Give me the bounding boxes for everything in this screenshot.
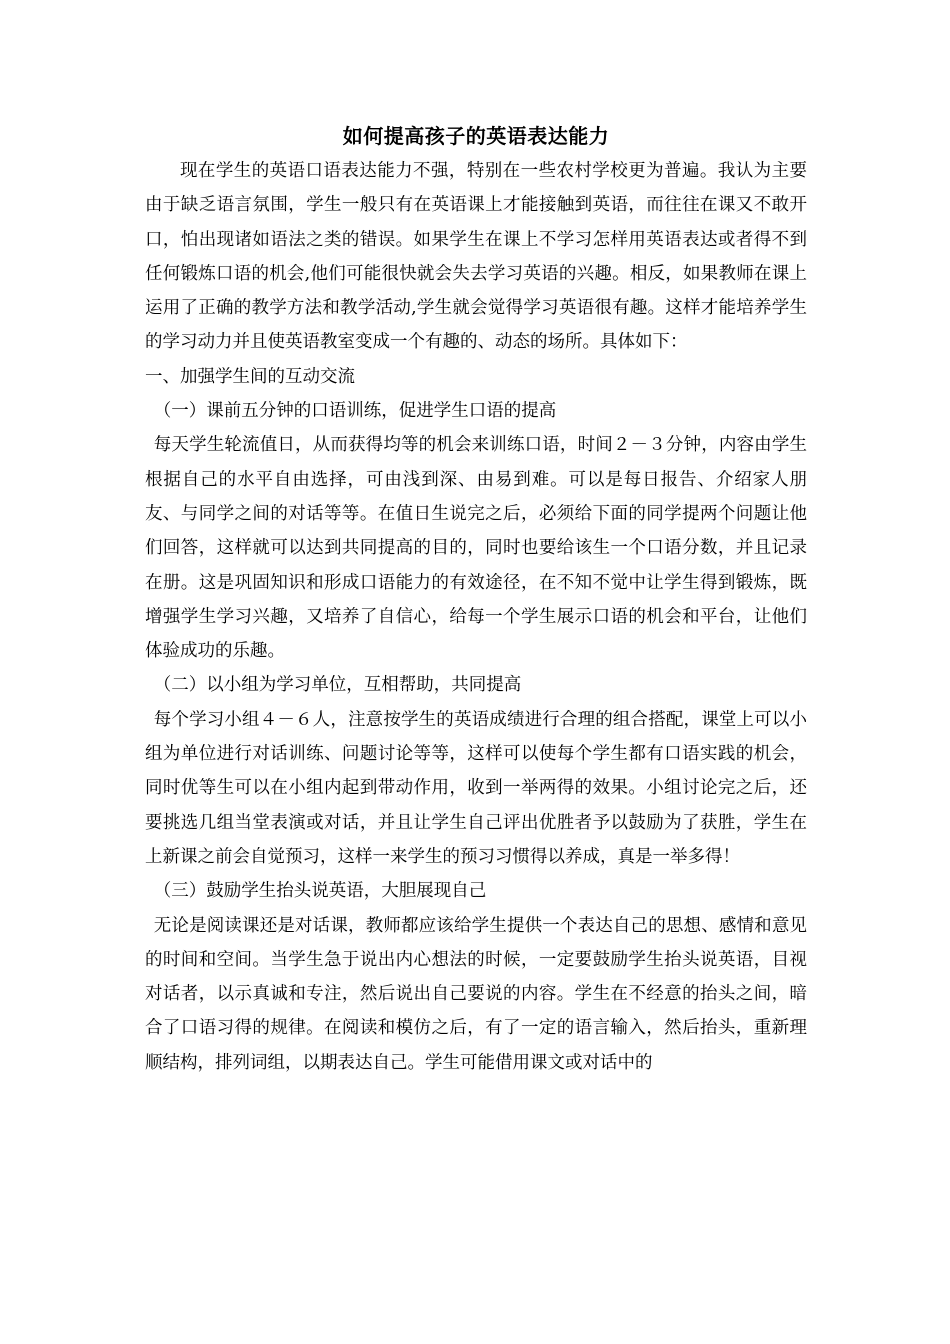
subsection-body-1: 每天学生轮流值日，从而获得均等的机会来训练口语，时间２－３分钟，内容由学生根据自己的水平自由选择，可由浅到深、由易到难。可以是每日报告、介绍家人朋友、与同学之间的对话等等。在值日生说完之后，必须给下面的同学提两个问题让他们回答，这样就可以达到共同提高的目的，同时也要给该生一个口语分数，并且记录在册。这是巩固知识和形成口语能力的有效途径，在不知不觉中让学生得到锻炼，既增强学生学习兴趣，又培养了自信心，给每一个学生展示口语的机会和平台，让他们体验成功的乐趣。 [145, 435, 807, 662]
subsection-body-3: 无论是阅读课还是对话课，教师都应该给学生提供一个表达自己的思想、感情和意见的时间和空间。当学生急于说出内心想法的时候，一定要鼓励学生抬头说英语，目视对话者，以示真诚和专注，然后说出自己要说的内容。学生在不经意的抬头之间，暗合了口语习得的规律。在阅读和模仿之后，有了一定的语言输入，然后抬头，重新理顺结构，排列词组，以期表达自己。学生可能借用课文或对话中的 [145, 915, 807, 1073]
subsection-heading-3: （三）鼓励学生抬头说英语，大胆展现自己 [153, 881, 487, 902]
section-heading-1: 一、加强学生间的互动交流 [145, 366, 355, 387]
document-title: 如何提高孩子的英语表达能力 [342, 124, 610, 148]
document-body [145, 118, 807, 1080]
intro-paragraph: 现在学生的英语口语表达能力不强，特别在一些农村学校更为普遍。我认为主要由于缺乏语言氛围，学生一般只有在英语课上才能接触到英语，而往往在课又不敢开口，怕出现诸如语法之类的错误。如果学生在课上不学习怎样用英语表达或者得不到任何锻炼口语的机会,他们可能很快就会失去学习英语的兴趣。相反，如果教师在课上运用了正确的教学方法和教学活动,学生就会觉得学习英语很有趣。这样才能培养学生的学习动力并且使英语教室变成一个有趣的、动态的场所。具体如下： [145, 161, 807, 353]
subsection-heading-1: （一）课前五分钟的口语训练，促进学生口语的提高 [153, 401, 557, 422]
subsection-heading-2: （二）以小组为学习单位，互相帮助，共同提高 [153, 675, 522, 696]
subsection-body-2: 每个学习小组４－６人，注意按学生的英语成绩进行合理的组合搭配，课堂上可以小组为单位进行对话训练、问题讨论等等，这样可以使每个学生都有口语实践的机会，同时优等生可以在小组内起到带动作用，收到一举两得的效果。小组讨论完之后，还要挑选几组当堂表演或对话，并且让学生自己评出优胜者予以鼓励为了获胜，学生在上新课之前会自觉预习，这样一来学生的预习习惯得以养成，真是一举多得！ [145, 709, 807, 867]
